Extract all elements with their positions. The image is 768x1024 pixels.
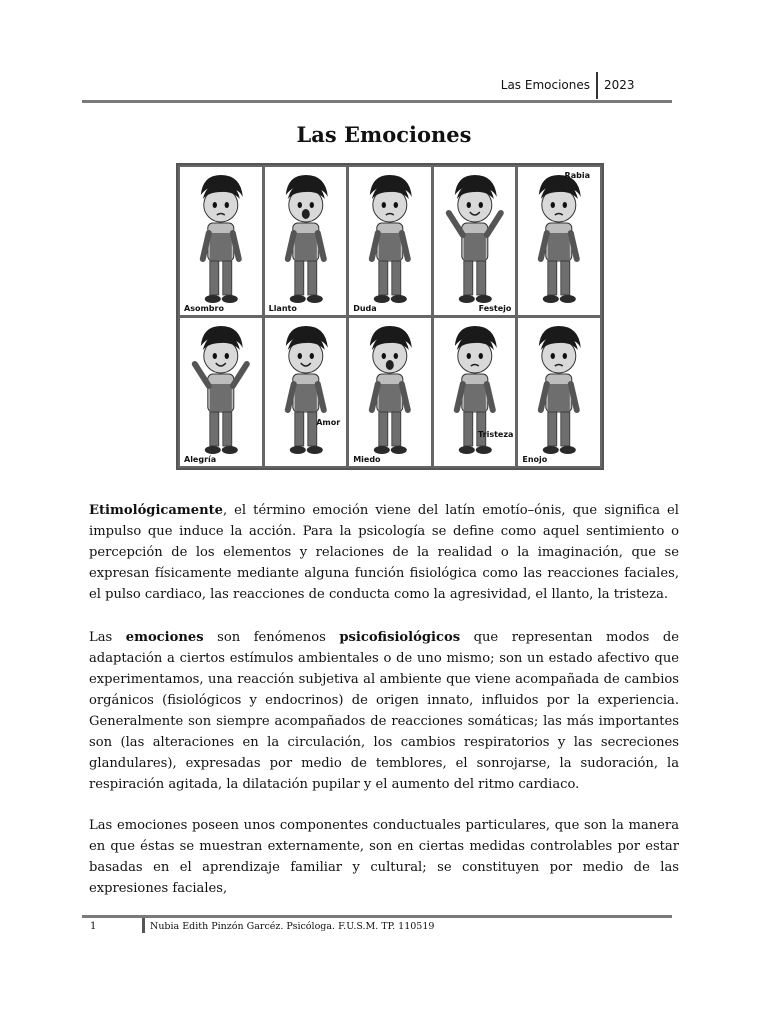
term-emociones: emociones [125, 630, 204, 645]
emotion-panel-enojo [518, 318, 600, 466]
cartoon-boy-illustration [180, 318, 262, 466]
emotion-label: Rabia [564, 171, 590, 180]
term-psicofisiologicos: psicofisiológicos [339, 630, 461, 645]
cartoon-boy-illustration [265, 167, 347, 315]
paragraph-text: que representan modos de adaptación a ciertos estímulos ambientales o de uno mismo; son un estado afectivo que experimentamos, una reacción subjetiva al ambiente que viene acompañada de cambios orgánicos (fisiológicos y endocrinos) de origen innato, influidos por la experiencia. Generalmente son siempre acompañados de reacciones somáticas; las más importantes son (las alteraciones en la circulación, los cambios respiratorios y las secreciones glandulares), expresadas por medio de temblores, el sonrojarse, la sudoración, la respiración agitada, la dilatación pupilar y el aumento del ritmo cardiaco. [89, 630, 679, 792]
cartoon-boy-illustration [518, 167, 600, 315]
emotion-panel-amor [265, 318, 347, 466]
cartoon-boy-illustration [434, 167, 516, 315]
emotion-label: Enojo [522, 455, 548, 464]
emotion-label: Asombro [184, 304, 224, 313]
emotion-panel-miedo [349, 318, 431, 466]
cartoon-boy-illustration [434, 318, 516, 466]
header-title: Las Emociones [500, 78, 590, 92]
term-etimologicamente: Etimológicamente [89, 503, 223, 518]
emotion-panel-llanto [265, 167, 347, 315]
paragraph-components [89, 815, 679, 899]
paragraph-text: Las emociones poseen unos componentes conductuales particulares, que son la manera en que éstas se muestran externamente, son en ciertas medidas controlables por estar basadas en el aprendizaje familiar y cultural; se constituyen por medio de las expresiones faciales, [89, 818, 679, 896]
paragraph-text: son fenómenos [203, 630, 340, 645]
emotion-panel-rabia [518, 167, 600, 315]
footer-separator [142, 918, 145, 933]
cartoon-boy-illustration [180, 167, 262, 315]
paragraph-text: Las [89, 630, 126, 645]
paragraph-text: , el término emoción viene del latín emotío–ónis, que significa el impulso que induce la acción. Para la psicología se define como aquel sentimiento o percepción de los elementos y relaciones de la realidad o la imaginación, que se expresan físicamente mediante alguna función fisiológica como las reacciones faciales, el pulso cardiaco, las reacciones de conducta como la agresividad, el llanto, la tristeza. [89, 503, 679, 602]
paragraph-emotions [89, 627, 679, 795]
header-year: 2023 [604, 78, 635, 92]
header-separator [596, 72, 598, 99]
emotion-label: Llanto [268, 304, 297, 313]
emotion-panel-alegria [180, 318, 262, 466]
paragraph-etymology [89, 500, 679, 605]
emotion-label: Alegría [184, 455, 217, 464]
emotion-label: Amor [316, 418, 341, 427]
page-title: Las Emociones [296, 122, 472, 147]
emotions-figure [176, 163, 604, 470]
emotion-label: Festejo [478, 304, 512, 313]
emotion-panel-duda [349, 167, 431, 315]
emotion-label: Miedo [353, 455, 381, 464]
cartoon-boy-illustration [518, 318, 600, 466]
cartoon-boy-illustration [349, 167, 431, 315]
header-rule [82, 100, 672, 103]
cartoon-boy-illustration [349, 318, 431, 466]
emotion-panel-asombro [180, 167, 262, 315]
emotion-label: Duda [353, 304, 377, 313]
emotion-label: Tristeza [478, 430, 514, 439]
cartoon-boy-illustration [265, 318, 347, 466]
footer-rule [82, 915, 672, 918]
emotion-panel-tristeza [434, 318, 516, 466]
emotion-panel-festejo [434, 167, 516, 315]
footer-author: Nubia Edith Pinzón Garcéz. Psicóloga. F.U.S.M. TP. 110519 [150, 921, 435, 932]
footer-page-number: 1 [90, 921, 97, 932]
